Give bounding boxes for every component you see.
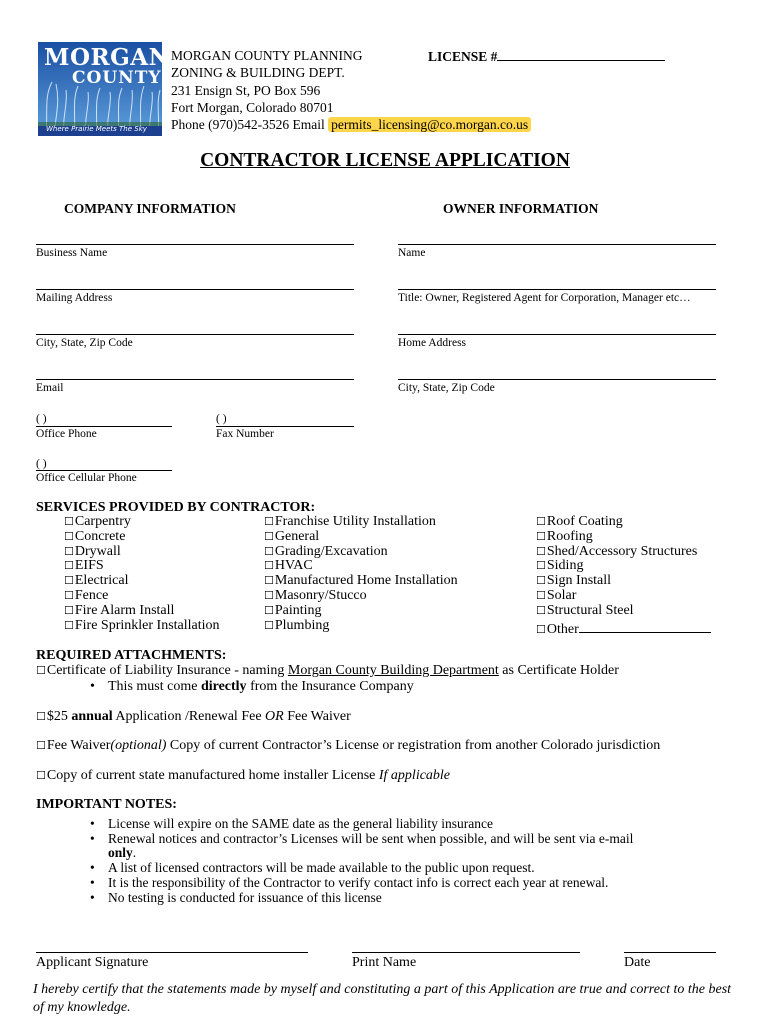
checkbox-icon[interactable]: ☐ <box>536 515 546 528</box>
service-option[interactable] <box>64 515 220 530</box>
applicant-signature-line[interactable] <box>36 952 308 953</box>
attachment-text: $25 <box>46 709 72 724</box>
service-label: Masonry/Stucco <box>274 587 367 603</box>
service-option[interactable] <box>264 515 458 530</box>
bullet-icon: • <box>90 679 95 694</box>
service-option[interactable] <box>64 545 220 560</box>
service-option[interactable] <box>64 619 220 634</box>
service-option[interactable] <box>536 559 711 574</box>
office-phone-line[interactable] <box>36 426 172 427</box>
checkbox-icon[interactable]: ☐ <box>264 544 274 558</box>
checkbox-icon[interactable]: ☐ <box>64 544 74 558</box>
email-label: Email <box>36 382 64 394</box>
certification-statement: I hereby certify that the statements made by myself and constituting a part of this Application are true and correct to the best of my knowledge. <box>33 982 732 1015</box>
service-option[interactable] <box>64 530 220 545</box>
attachment-text: Fee Waiver <box>46 738 111 753</box>
bullet-icon: • <box>90 830 95 846</box>
note-item <box>90 817 633 832</box>
service-option[interactable] <box>536 574 711 589</box>
service-label: Other <box>546 621 579 637</box>
date-label: Date <box>624 955 651 970</box>
cell-phone-line[interactable] <box>36 470 172 471</box>
note-item <box>90 891 633 906</box>
service-label: Roofing <box>546 528 593 544</box>
service-label: Fence <box>74 587 109 603</box>
service-option[interactable] <box>536 530 711 545</box>
note-item <box>90 876 633 891</box>
note-item <box>90 861 633 876</box>
checkbox-icon[interactable]: ☐ <box>64 574 74 588</box>
service-option[interactable] <box>536 545 711 560</box>
checkbox-icon[interactable]: ☐ <box>64 588 74 602</box>
service-label: Franchise Utility Installation <box>274 514 436 529</box>
morgan-county-logo <box>38 42 171 136</box>
checkbox-icon[interactable]: ☐ <box>64 515 74 528</box>
dept-line-2: ZONING & BUILDING DEPT. <box>171 65 345 80</box>
service-label: HVAC <box>274 558 313 574</box>
company-city-label: City, State, Zip Code <box>36 337 133 349</box>
dept-line-1: MORGAN COUNTY PLANNING <box>171 48 363 63</box>
owner-title-line[interactable] <box>398 289 716 290</box>
mailing-address-line[interactable] <box>36 289 354 290</box>
attachment-italic: (optional) <box>110 738 167 753</box>
service-option[interactable] <box>264 559 458 574</box>
attachment-italic: OR <box>265 709 284 724</box>
attachment-insurance[interactable] <box>36 663 619 679</box>
bullet-icon: • <box>90 874 95 890</box>
bullet-icon: • <box>90 860 95 876</box>
checkbox-icon[interactable]: ☐ <box>36 769 46 782</box>
attachment-insurance-note <box>90 679 414 695</box>
services-column-2 <box>264 515 458 633</box>
attachment-text: Copy of current state manufactured home installer License <box>46 768 379 783</box>
service-option[interactable] <box>536 515 711 530</box>
logo-tagline: Where Prairie Meets The Sky <box>46 125 147 133</box>
service-option[interactable] <box>264 545 458 560</box>
note-item <box>90 832 633 847</box>
checkbox-icon[interactable]: ☐ <box>536 559 546 573</box>
checkbox-icon[interactable]: ☐ <box>536 529 546 543</box>
certificate-holder-name: Morgan County Building Department <box>287 663 499 678</box>
mailing-address-label: Mailing Address <box>36 292 113 304</box>
date-line[interactable] <box>624 952 716 953</box>
service-label: Sign Install <box>546 573 612 589</box>
services-column-1 <box>64 515 220 633</box>
license-number-line[interactable] <box>497 47 665 61</box>
checkbox-icon[interactable]: ☐ <box>264 618 274 632</box>
email-line[interactable] <box>36 379 354 380</box>
checkbox-icon[interactable]: ☐ <box>64 529 74 543</box>
service-option[interactable] <box>264 619 458 634</box>
bullet-icon: • <box>90 889 95 905</box>
service-label: Painting <box>274 602 322 618</box>
checkbox-icon[interactable]: ☐ <box>264 529 274 543</box>
note-text: This must come <box>108 679 201 694</box>
service-option[interactable] <box>64 574 220 589</box>
license-label: LICENSE # <box>428 49 498 64</box>
note-item-continuation: only. <box>108 845 137 861</box>
company-city-line[interactable] <box>36 334 354 335</box>
checkbox-icon[interactable]: ☐ <box>36 710 46 723</box>
page-title: CONTRACTOR LICENSE APPLICATION <box>200 150 570 171</box>
license-number-field[interactable] <box>428 47 665 65</box>
address-line-1: 231 Ensign St, PO Box 596 <box>171 83 321 98</box>
contact-line <box>171 116 531 133</box>
checkbox-icon[interactable]: ☐ <box>536 588 546 602</box>
checkbox-icon[interactable]: ☐ <box>536 603 546 617</box>
service-option[interactable] <box>264 574 458 589</box>
service-option[interactable] <box>536 604 711 619</box>
note-text: It is the responsibility of the Contractor to verify contact info is correct each year at renewal. <box>108 874 609 890</box>
checkbox-icon[interactable]: ☐ <box>264 559 274 573</box>
service-label: Shed/Accessory Structures <box>546 543 698 559</box>
notes-list <box>90 817 633 905</box>
home-address-label: Home Address <box>398 337 467 349</box>
office-phone-paren: ( ) <box>36 413 47 425</box>
attachment-text: Fee Waiver <box>283 709 351 724</box>
service-label: Solar <box>546 587 577 603</box>
email-link[interactable]: permits_licensing@co.morgan.co.us <box>328 117 531 132</box>
business-name-line[interactable] <box>36 244 354 245</box>
other-service-line[interactable] <box>579 619 711 633</box>
owner-heading: OWNER INFORMATION <box>443 201 599 216</box>
owner-city-line[interactable] <box>398 379 716 380</box>
note-text: A list of licensed contractors will be made available to the public upon request. <box>108 860 535 876</box>
service-label: Drywall <box>74 543 121 559</box>
service-option[interactable] <box>264 604 458 619</box>
note-text: License will expire on the SAME date as the general liability insurance <box>108 816 494 831</box>
checkbox-icon[interactable]: ☐ <box>264 603 274 617</box>
service-option[interactable] <box>536 589 711 604</box>
services-heading: SERVICES PROVIDED BY CONTRACTOR: <box>36 500 316 515</box>
service-label: Structural Steel <box>546 602 634 618</box>
service-label: Plumbing <box>274 617 330 633</box>
services-column-3 <box>536 515 711 637</box>
cell-phone-paren: ( ) <box>36 458 47 470</box>
print-name-line[interactable] <box>352 952 580 953</box>
fax-label: Fax Number <box>216 428 274 440</box>
checkbox-icon[interactable]: ☐ <box>536 574 546 588</box>
service-label: Fire Alarm Install <box>74 602 175 618</box>
attachment-fee-waiver[interactable] <box>36 738 660 754</box>
print-name-label: Print Name <box>352 955 417 970</box>
fax-line[interactable] <box>216 426 354 427</box>
checkbox-icon[interactable]: ☐ <box>536 622 546 636</box>
attachment-italic: If applicable <box>378 768 451 783</box>
service-option[interactable] <box>264 589 458 604</box>
applicant-signature-label: Applicant Signature <box>36 955 149 970</box>
service-label: Electrical <box>74 573 129 589</box>
phone-text: Phone (970)542-3526 Email <box>171 117 325 132</box>
service-label: Concrete <box>74 528 126 544</box>
checkbox-icon[interactable]: ☐ <box>36 664 46 677</box>
address-line-2: Fort Morgan, Colorado 80701 <box>171 100 334 115</box>
service-option-other[interactable] <box>536 619 711 638</box>
attachment-text: Application /Renewal Fee <box>112 709 266 724</box>
checkbox-icon[interactable]: ☐ <box>64 603 74 617</box>
company-heading: COMPANY INFORMATION <box>64 201 236 216</box>
service-label: Roof Coating <box>546 514 623 529</box>
service-label: General <box>274 528 320 544</box>
bullet-icon: • <box>90 816 95 831</box>
owner-city-label: City, State, Zip Code <box>398 382 495 394</box>
logo-word-2: COUNTY <box>72 68 162 88</box>
note-emphasis: only <box>108 845 133 861</box>
service-option[interactable] <box>64 559 220 574</box>
checkbox-icon[interactable]: ☐ <box>36 739 46 752</box>
attachments-heading: REQUIRED ATTACHMENTS: <box>36 648 227 663</box>
service-label: Fire Sprinkler Installation <box>74 617 220 633</box>
service-option[interactable] <box>264 530 458 545</box>
attachment-text: as Certificate Holder <box>498 663 619 678</box>
attachment-fee[interactable] <box>36 709 351 725</box>
service-label: Grading/Excavation <box>274 543 388 559</box>
attachment-installer-license[interactable] <box>36 768 450 784</box>
checkbox-icon[interactable]: ☐ <box>64 559 74 573</box>
checkbox-icon[interactable]: ☐ <box>264 574 274 588</box>
service-label: Manufactured Home Installation <box>274 573 458 589</box>
attachment-text: Copy of current Contractor’s License or registration from another Colorado jurisdiction <box>166 738 661 753</box>
cell-phone-label: Office Cellular Phone <box>36 472 137 484</box>
service-label: EIFS <box>74 558 104 574</box>
notes-heading: IMPORTANT NOTES: <box>36 797 177 812</box>
note-text: No testing is conducted for issuance of this license <box>108 889 382 905</box>
fax-paren: ( ) <box>216 413 227 425</box>
checkbox-icon[interactable]: ☐ <box>64 618 74 632</box>
business-name-label: Business Name <box>36 247 108 259</box>
owner-name-line[interactable] <box>398 244 716 245</box>
home-address-line[interactable] <box>398 334 716 335</box>
checkbox-icon[interactable]: ☐ <box>536 544 546 558</box>
office-phone-label: Office Phone <box>36 428 97 440</box>
owner-name-label: Name <box>398 247 426 259</box>
service-label: Carpentry <box>74 514 131 529</box>
attachment-emphasis: annual <box>71 709 113 724</box>
note-text: Renewal notices and contractor’s Licenses will be sent when possible, and will be sent via e-mail <box>108 830 634 846</box>
service-option[interactable] <box>64 589 220 604</box>
checkbox-icon[interactable]: ☐ <box>264 588 274 602</box>
owner-title-label: Title: Owner, Registered Agent for Corporation, Manager etc… <box>398 292 691 304</box>
note-text: from the Insurance Company <box>246 679 414 694</box>
logo-word-1: MORGAN <box>44 44 171 71</box>
attachment-text: Certificate of Liability Insurance - naming <box>46 663 288 678</box>
service-label: Siding <box>546 558 584 574</box>
service-option[interactable] <box>64 604 220 619</box>
checkbox-icon[interactable]: ☐ <box>264 515 274 528</box>
note-emphasis: directly <box>200 679 247 694</box>
